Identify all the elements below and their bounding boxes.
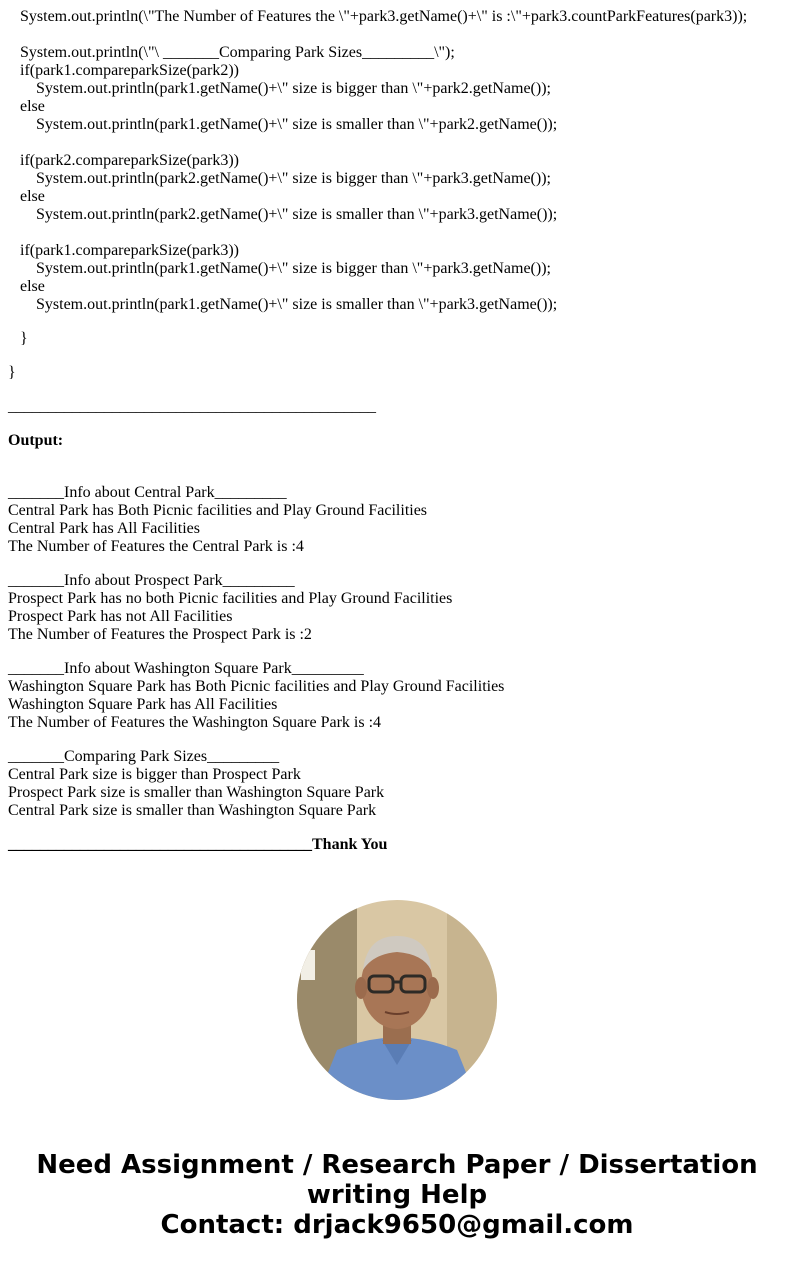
- output-line: _______Info about Prospect Park_________: [8, 572, 295, 589]
- code-line: System.out.println(park1.getName()+\" size is bigger than \"+park2.getName());: [36, 80, 551, 97]
- output-line: Central Park size is smaller than Washington Square Park: [8, 802, 377, 819]
- output-line: Central Park size is bigger than Prospect Park: [8, 766, 301, 783]
- code-line: if(park1.compareparkSize(park3)): [20, 242, 239, 259]
- output-line: Central Park has Both Picnic facilities and Play Ground Facilities: [8, 502, 428, 519]
- banner-line-1: Need Assignment / Research Paper / Dissertation: [36, 1150, 758, 1180]
- code-line: else: [20, 278, 45, 295]
- code-line: if(park2.compareparkSize(park3)): [20, 152, 239, 169]
- code-line: System.out.println(park1.getName()+\" size is smaller than \"+park3.getName());: [36, 296, 558, 313]
- output-line: Prospect Park has not All Facilities: [8, 608, 233, 625]
- code-line: System.out.println(park2.getName()+\" size is smaller than \"+park3.getName());: [36, 206, 558, 223]
- output-line: Washington Square Park has All Facilities: [8, 696, 278, 713]
- divider: ______________________________________________: [8, 398, 376, 415]
- code-line: else: [20, 98, 45, 115]
- code-line: if(park1.compareparkSize(park2)): [20, 62, 239, 79]
- output-line: The Number of Features the Central Park is :4: [8, 538, 304, 555]
- output-line: Prospect Park size is smaller than Washington Square Park: [8, 784, 385, 801]
- output-line: Prospect Park has no both Picnic facilities and Play Ground Facilities: [8, 590, 453, 607]
- thank-you-line: [8, 836, 387, 854]
- banner-line-2: writing Help: [306, 1180, 488, 1210]
- contact-banner: [0, 1150, 794, 1240]
- author-photo: [297, 900, 497, 1100]
- code-line: System.out.println(park2.getName()+\" size is bigger than \"+park3.getName());: [36, 170, 551, 187]
- output-line: Central Park has All Facilities: [8, 520, 200, 537]
- code-line: System.out.println(\"The Number of Features the \"+park3.getName()+\" is :\"+park3.countParkFeatures(park3));: [20, 8, 748, 25]
- output-line: _______Info about Central Park_________: [8, 484, 287, 501]
- code-line: else: [20, 188, 45, 205]
- thank-you-text: Thank You: [312, 836, 388, 853]
- output-heading: Output:: [8, 432, 64, 449]
- banner-contact-line: Contact: drjack9650@gmail.com: [160, 1210, 634, 1240]
- code-line: }: [20, 330, 28, 347]
- output-line: The Number of Features the Prospect Park is :2: [8, 626, 312, 643]
- output-line: _______Comparing Park Sizes_________: [8, 748, 280, 765]
- thank-you-rule: ______________________________________: [8, 836, 312, 853]
- code-line: System.out.println(park1.getName()+\" size is bigger than \"+park3.getName());: [36, 260, 551, 277]
- output-line: Washington Square Park has Both Picnic facilities and Play Ground Facilities: [8, 678, 505, 695]
- code-line: }: [8, 364, 16, 381]
- code-line: System.out.println(park1.getName()+\" size is smaller than \"+park2.getName());: [36, 116, 558, 133]
- portrait-illustration: [297, 900, 497, 1100]
- code-line: System.out.println(\"\ _______Comparing Park Sizes_________\");: [20, 44, 455, 61]
- output-line: The Number of Features the Washington Square Park is :4: [8, 714, 382, 731]
- output-line: _______Info about Washington Square Park_________: [8, 660, 364, 677]
